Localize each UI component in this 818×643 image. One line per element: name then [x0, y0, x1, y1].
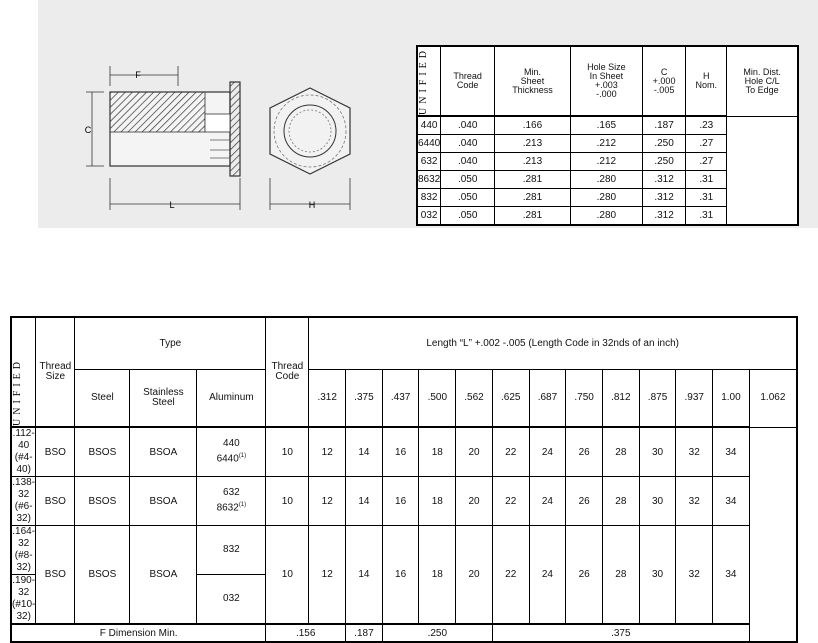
- thread-size-cell: [11, 477, 36, 526]
- table-cell: .281: [495, 189, 571, 207]
- table-cell: 20: [456, 526, 493, 625]
- col-hole-size: [570, 46, 642, 116]
- cell-text-line: .164-32: [12, 526, 36, 549]
- col-h: [686, 46, 727, 116]
- f-dimension-row: [11, 624, 797, 642]
- table-cell: 14: [346, 477, 383, 526]
- dim-f-label: F: [135, 70, 141, 80]
- table-cell: 28: [602, 427, 639, 477]
- cell-text-line: Thickness: [512, 84, 553, 95]
- table-row: [417, 189, 798, 207]
- table-cell: .213: [495, 153, 571, 171]
- length-col: .875: [639, 370, 676, 427]
- table-cell: .281: [495, 171, 571, 189]
- table-cell: 18: [419, 477, 456, 526]
- col-thread-code: [441, 46, 495, 116]
- cell-text-line: -.000: [596, 89, 617, 99]
- cell-text-line: H: [703, 71, 710, 81]
- table-cell: .250: [642, 153, 685, 171]
- cell-text-line: 632: [223, 487, 240, 499]
- length-col: .812: [602, 370, 639, 427]
- table-cell: .212: [570, 135, 642, 153]
- unified-label: UNIFIED: [12, 358, 23, 426]
- table-cell: .31: [686, 189, 727, 207]
- table-cell: .040: [441, 153, 495, 171]
- table-row: [11, 427, 797, 477]
- cell-text-line: Code: [275, 371, 300, 382]
- cell-text-line: Hole Size: [587, 62, 626, 72]
- table-cell: 14: [346, 427, 383, 477]
- table-cell: .312: [642, 207, 685, 226]
- table-cell: 18: [419, 427, 456, 477]
- table-cell: 30: [639, 477, 676, 526]
- cell-text-line: -.005: [653, 84, 675, 95]
- table-cell: 22: [492, 526, 529, 625]
- cell-text-line: Min. Dist.: [743, 66, 781, 77]
- col-min-sheet: [495, 46, 571, 116]
- length-col: .562: [456, 370, 493, 427]
- length-col: .687: [529, 370, 566, 427]
- length-col: .437: [382, 370, 419, 427]
- length-col: 1.062: [749, 370, 797, 427]
- table-cell: BSOA: [130, 427, 197, 477]
- fastener-drawing: [60, 58, 360, 218]
- table-cell: .281: [495, 207, 571, 226]
- table-cell: BSO: [36, 427, 75, 477]
- cell-text-line: +.003: [594, 80, 618, 90]
- end-view: [270, 88, 350, 210]
- length-col: .312: [309, 370, 346, 427]
- table-cell: 26: [566, 526, 603, 625]
- table-cell: 30: [639, 526, 676, 625]
- col-c: [642, 46, 685, 116]
- cell-text-line: .112-40: [12, 428, 35, 451]
- table-cell: .165: [570, 116, 642, 135]
- length-col: .625: [492, 370, 529, 427]
- length-col: .375: [346, 370, 383, 427]
- cell-text-line: (#10-32): [12, 599, 36, 622]
- table-cell: 28: [602, 477, 639, 526]
- table-cell: 032: [417, 207, 441, 226]
- table-cell: .280: [570, 171, 642, 189]
- table-cell: .31: [686, 207, 727, 226]
- col-thread-code: [266, 317, 309, 427]
- dim-h-label: H: [308, 200, 316, 210]
- cell-text-line: (#6-32): [14, 501, 33, 524]
- table-cell: 26: [566, 477, 603, 526]
- table-cell: BSOA: [130, 526, 197, 625]
- table-cell: .156: [266, 624, 346, 642]
- table-cell: .312: [642, 189, 685, 207]
- thread-code-cell: 632 8632$^{(1)}$: [197, 477, 266, 526]
- cell-text-line: Thread: [453, 71, 482, 81]
- length-col: .937: [676, 370, 713, 427]
- cell-text-line: C: [660, 66, 668, 77]
- spec-side-label-cell: [417, 46, 441, 116]
- thread-size-cell: [11, 526, 36, 575]
- col-min-dist: [727, 46, 798, 116]
- cell-text-line: .190-32: [12, 575, 36, 598]
- table-cell: 30: [639, 427, 676, 477]
- table-cell: .250: [382, 624, 492, 642]
- cell-text-line: Steel: [151, 397, 175, 409]
- table-cell: .040: [441, 135, 495, 153]
- table-cell: 16: [382, 427, 419, 477]
- table-cell: 34: [713, 477, 750, 526]
- cell-text-line: .138-32: [12, 477, 36, 500]
- thread-code-cell: 440 6440$^{(1)}$: [197, 427, 266, 477]
- table-cell: .187: [346, 624, 383, 642]
- table-cell: 10: [266, 427, 309, 477]
- table-row: [11, 477, 797, 526]
- table-cell: 18: [419, 526, 456, 625]
- table-cell: 12: [309, 427, 346, 477]
- table-row: [417, 171, 798, 189]
- cell-text-line: Min.: [523, 66, 541, 77]
- thread-size-cell: [11, 427, 36, 477]
- cell-text-line: Nom.: [695, 80, 718, 90]
- cell-text-line: Code: [456, 80, 479, 90]
- table-cell: 16: [382, 526, 419, 625]
- length-col: .500: [419, 370, 456, 427]
- table-cell: .27: [686, 135, 727, 153]
- table-cell: .31: [686, 171, 727, 189]
- table-cell: 440: [417, 116, 441, 135]
- table-cell: 632: [417, 153, 441, 171]
- table-cell: .312: [642, 171, 685, 189]
- table-cell: 22: [492, 477, 529, 526]
- table-cell: 832: [197, 526, 266, 575]
- cell-text-line: To Edge: [745, 84, 779, 95]
- table-cell: .212: [570, 153, 642, 171]
- cell-text-line: Sheet: [520, 75, 545, 86]
- table-cell: .280: [570, 207, 642, 226]
- col-steel: Steel: [75, 370, 130, 427]
- table-cell: .213: [495, 135, 571, 153]
- table-cell: .250: [642, 135, 685, 153]
- table-row: [417, 135, 798, 153]
- cell-text-line: Stainless: [143, 387, 184, 399]
- table-cell: .166: [495, 116, 571, 135]
- table-cell: 20: [456, 427, 493, 477]
- col-aluminum: Aluminum: [197, 370, 266, 427]
- table-cell: 14: [346, 526, 383, 625]
- table-cell: 26: [566, 427, 603, 477]
- table-cell: 32: [676, 427, 713, 477]
- table-cell: .23: [686, 116, 727, 135]
- table-cell: 24: [529, 427, 566, 477]
- table-row: [417, 116, 798, 135]
- f-dimension-label: F Dimension Min.: [11, 624, 266, 642]
- cell-text-line: Size: [45, 371, 66, 382]
- table-row: [417, 207, 798, 226]
- spec-table: [416, 45, 799, 226]
- length-table: [10, 316, 798, 643]
- fastener-drawing-svg: [60, 58, 360, 218]
- table-cell: 8632: [417, 171, 441, 189]
- table-cell: 34: [713, 427, 750, 477]
- table-cell: .050: [441, 207, 495, 226]
- table-cell: .280: [570, 189, 642, 207]
- table-cell: 24: [529, 477, 566, 526]
- dim-c-label: C: [84, 125, 92, 135]
- table-cell: 6440: [417, 135, 441, 153]
- cell-text-line: +.000: [652, 75, 676, 86]
- table-cell: BSOS: [75, 427, 130, 477]
- table-cell: 12: [309, 526, 346, 625]
- col-type: Type: [75, 317, 266, 370]
- length-side-label-cell: [11, 317, 36, 427]
- spec-header-row: [417, 46, 798, 116]
- table-cell: 24: [529, 526, 566, 625]
- table-cell: .27: [686, 153, 727, 171]
- dim-l-label: L: [169, 200, 175, 210]
- cell-text-line: In Sheet: [589, 71, 624, 81]
- cell-text-line: (#4-40): [14, 452, 33, 475]
- table-cell: 12: [309, 477, 346, 526]
- table-cell: .050: [441, 189, 495, 207]
- table-row: [417, 153, 798, 171]
- table-cell: BSOA: [130, 477, 197, 526]
- table-cell: 22: [492, 427, 529, 477]
- table-cell: .040: [441, 116, 495, 135]
- side-view: [85, 66, 240, 210]
- unified-label: UNIFIED: [418, 47, 429, 115]
- table-cell: BSOS: [75, 526, 130, 625]
- length-col: 1.00: [713, 370, 750, 427]
- table-cell: 20: [456, 477, 493, 526]
- table-cell: .187: [642, 116, 685, 135]
- table-cell: 10: [266, 477, 309, 526]
- table-cell: 16: [382, 477, 419, 526]
- length-header-row-2: [11, 370, 797, 427]
- table-cell: 34: [713, 526, 750, 625]
- table-cell: BSO: [36, 477, 75, 526]
- table-row: [11, 526, 797, 575]
- table-cell: 10: [266, 526, 309, 625]
- table-cell: .050: [441, 171, 495, 189]
- cell-text-line: 440: [223, 438, 240, 450]
- table-cell: 032: [197, 575, 266, 625]
- col-thread-size: [36, 317, 75, 427]
- cell-text-line: Thread: [271, 361, 304, 372]
- table-cell: BSO: [36, 526, 75, 625]
- cell-text-line: (#8-32): [14, 550, 33, 573]
- table-cell: 32: [676, 526, 713, 625]
- table-cell: 832: [417, 189, 441, 207]
- table-cell: 28: [602, 526, 639, 625]
- cell-text-line: Hole C/L: [744, 75, 780, 86]
- col-length-header: Length “L” +.002 -.005 (Length Code in 32nds of an inch): [309, 317, 797, 370]
- thread-size-cell: [11, 575, 36, 625]
- cell-text-line: Thread: [39, 361, 72, 372]
- table-cell: 32: [676, 477, 713, 526]
- table-cell: .375: [492, 624, 749, 642]
- length-col: .750: [566, 370, 603, 427]
- length-header-row-1: [11, 317, 797, 370]
- table-cell: BSOS: [75, 477, 130, 526]
- col-stainless: [130, 370, 197, 427]
